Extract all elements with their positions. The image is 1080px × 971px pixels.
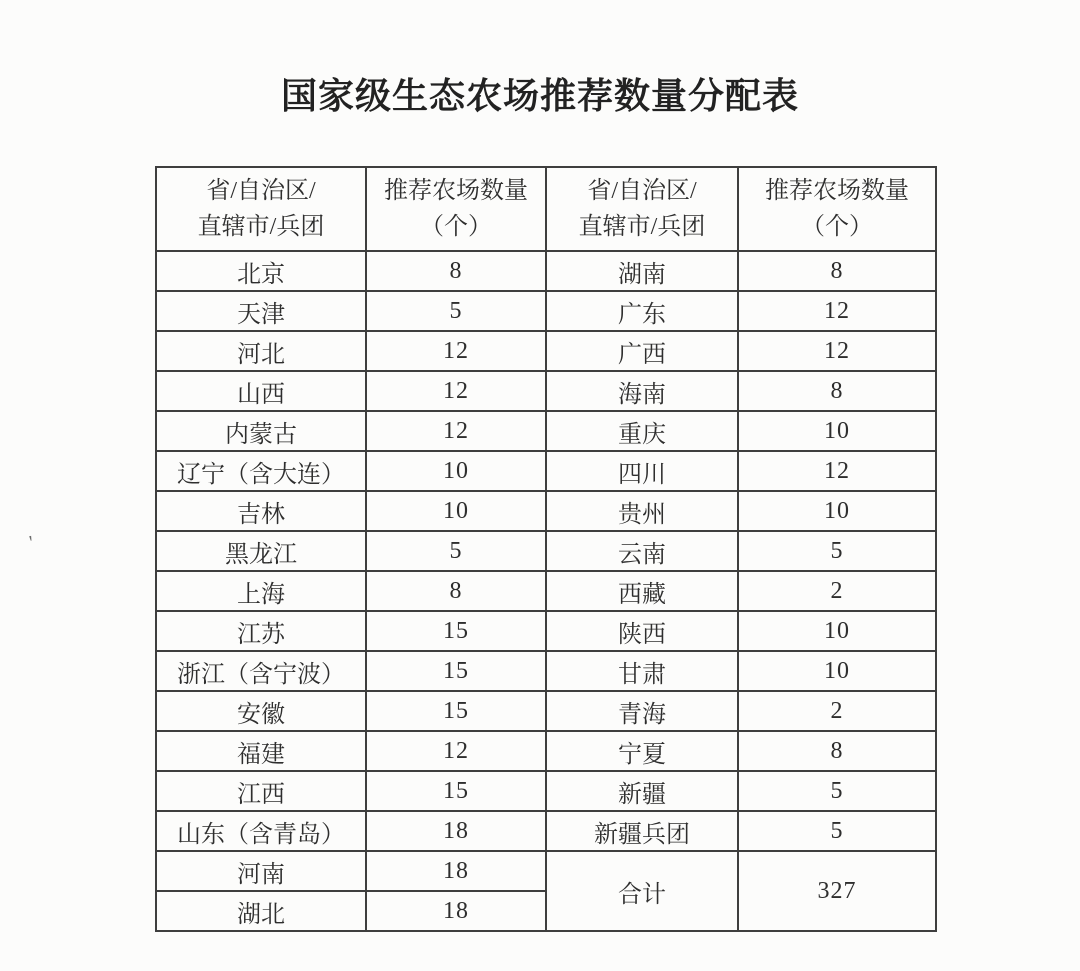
count-cell-left: 15 [366, 651, 546, 691]
header-count-left-line2: （个） [420, 214, 492, 240]
count-cell-right: 5 [738, 531, 936, 571]
province-cell-right: 青海 [546, 691, 738, 731]
header-count-left-line1: 推荐农场数量 [384, 178, 528, 204]
count-cell-left: 5 [366, 531, 546, 571]
province-cell-left: 河南 [156, 851, 366, 891]
count-cell-right: 2 [738, 691, 936, 731]
count-cell-left: 8 [366, 571, 546, 611]
province-cell-left: 江西 [156, 771, 366, 811]
total-label-cell: 合计 [546, 851, 738, 931]
count-cell-left: 12 [366, 411, 546, 451]
province-cell-left: 上海 [156, 571, 366, 611]
table-row [156, 811, 936, 851]
province-cell-right: 广西 [546, 331, 738, 371]
province-cell-left: 北京 [156, 251, 366, 291]
count-cell-right: 8 [738, 731, 936, 771]
count-cell-right: 10 [738, 651, 936, 691]
count-cell-right: 8 [738, 371, 936, 411]
header-count-right-line1: 推荐农场数量 [765, 178, 909, 204]
page-title: 国家级生态农场推荐数量分配表 [280, 76, 799, 116]
count-cell-right: 12 [738, 331, 936, 371]
header-province-left-line2: 直辖市/兵团 [197, 214, 325, 240]
province-cell-right: 新疆兵团 [546, 811, 738, 851]
province-cell-left: 福建 [156, 731, 366, 771]
province-cell-left: 浙江（含宁波） [156, 651, 366, 691]
count-cell-left: 12 [366, 371, 546, 411]
header-count-right-line2: （个） [801, 214, 873, 240]
count-cell-right: 5 [738, 771, 936, 811]
province-cell-left: 黑龙江 [156, 531, 366, 571]
header-province-left-line1: 省/自治区/ [206, 178, 316, 204]
scan-artifact: ' [27, 531, 36, 555]
table-row [156, 371, 936, 411]
count-cell-left: 8 [366, 251, 546, 291]
table-row [156, 851, 936, 891]
header-province-right-line1: 省/自治区/ [587, 178, 697, 204]
province-cell-right: 新疆 [546, 771, 738, 811]
allocation-table [155, 166, 937, 932]
table-row [156, 411, 936, 451]
province-cell-left: 辽宁（含大连） [156, 451, 366, 491]
total-value-cell: 327 [738, 851, 936, 931]
count-cell-left: 15 [366, 611, 546, 651]
table-row [156, 331, 936, 371]
count-cell-left: 18 [366, 891, 546, 931]
count-cell-left: 10 [366, 451, 546, 491]
count-cell-right: 10 [738, 411, 936, 451]
province-cell-left: 天津 [156, 291, 366, 331]
table-row [156, 531, 936, 571]
table-row [156, 491, 936, 531]
header-row [156, 167, 936, 251]
header-province-left [156, 167, 366, 251]
count-cell-left: 12 [366, 331, 546, 371]
province-cell-right: 云南 [546, 531, 738, 571]
count-cell-left: 18 [366, 811, 546, 851]
province-cell-right: 甘肃 [546, 651, 738, 691]
table-row [156, 651, 936, 691]
province-cell-right: 贵州 [546, 491, 738, 531]
province-cell-left: 内蒙古 [156, 411, 366, 451]
province-cell-left: 山西 [156, 371, 366, 411]
header-province-right [546, 167, 738, 251]
count-cell-left: 15 [366, 691, 546, 731]
table-row [156, 451, 936, 491]
province-cell-left: 吉林 [156, 491, 366, 531]
count-cell-right: 10 [738, 491, 936, 531]
province-cell-right: 海南 [546, 371, 738, 411]
table-row [156, 611, 936, 651]
header-province-right-line2: 直辖市/兵团 [578, 214, 706, 240]
count-cell-right: 12 [738, 451, 936, 491]
province-cell-left: 山东（含青岛） [156, 811, 366, 851]
count-cell-right: 12 [738, 291, 936, 331]
province-cell-left: 湖北 [156, 891, 366, 931]
header-count-right [738, 167, 936, 251]
table-row [156, 731, 936, 771]
province-cell-right: 湖南 [546, 251, 738, 291]
province-cell-right: 广东 [546, 291, 738, 331]
count-cell-left: 12 [366, 731, 546, 771]
count-cell-left: 5 [366, 291, 546, 331]
count-cell-right: 5 [738, 811, 936, 851]
table-row [156, 691, 936, 731]
province-cell-left: 河北 [156, 331, 366, 371]
count-cell-right: 2 [738, 571, 936, 611]
province-cell-right: 重庆 [546, 411, 738, 451]
province-cell-left: 安徽 [156, 691, 366, 731]
province-cell-right: 陕西 [546, 611, 738, 651]
count-cell-left: 18 [366, 851, 546, 891]
header-count-left [366, 167, 546, 251]
count-cell-left: 15 [366, 771, 546, 811]
table-row [156, 771, 936, 811]
province-cell-right: 宁夏 [546, 731, 738, 771]
count-cell-right: 10 [738, 611, 936, 651]
count-cell-left: 10 [366, 491, 546, 531]
province-cell-left: 江苏 [156, 611, 366, 651]
count-cell-right: 8 [738, 251, 936, 291]
table-body [156, 251, 936, 931]
table-row [156, 571, 936, 611]
table-row [156, 251, 936, 291]
province-cell-right: 西藏 [546, 571, 738, 611]
province-cell-right: 四川 [546, 451, 738, 491]
table-row [156, 291, 936, 331]
